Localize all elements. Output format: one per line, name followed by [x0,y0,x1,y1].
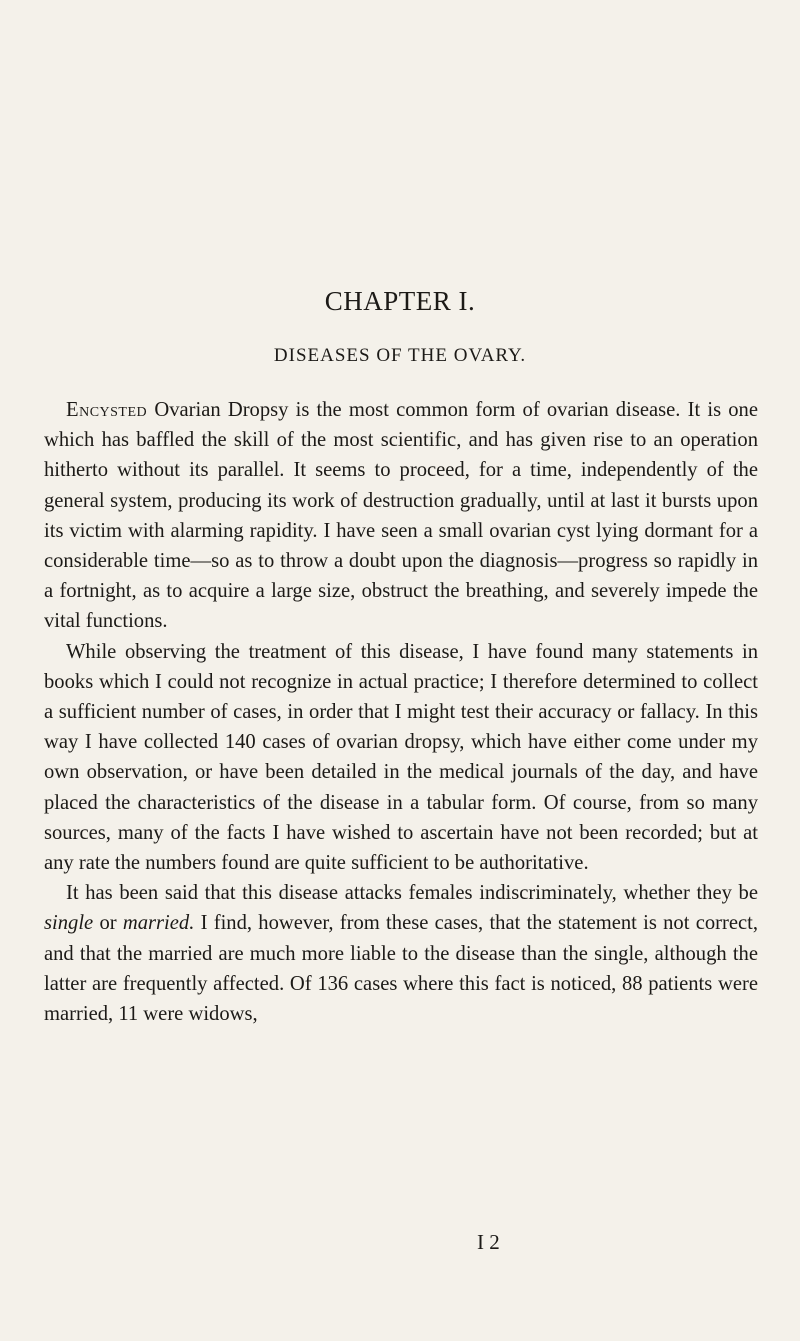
paragraph-1-text: Ovarian Dropsy is the most common form of ovarian disease. It is one which has baffled the skill of the most scientific, and has given rise to an operation hitherto without its parallel. It seems to proceed, for a time, independently of the general system, producing its work of destruction gradually, until at last it bursts upon its victim with alarming rapidity. I have seen a small ovarian cyst lying dormant for a considerable time—so as to throw a doubt upon the diagnosis—progress so rapidly in a fortnight, as to acquire a large size, obstruct the breathing, and severely impede the vital functions. [44,399,758,633]
paragraph-3 [44,878,758,1029]
chapter-title: CHAPTER I. [324,286,476,316]
drop-lead-word: Encysted [66,399,148,421]
section-title: DISEASES OF THE OVARY. [273,345,527,366]
paragraph-2: While observing the treatment of this disease, I have found many statements in books which I could not recognize in actual practice; I therefore determined to collect a sufficient number of cases, in order that I might test their accuracy or fallacy. In this way I have collected 140 cases of ovarian dropsy, which have either come under my own observation, or have been detailed in the medical journals of the day, and have placed the characteristics of the disease in a tabular form. Of course, from so many sources, many of the facts I have wished to ascertain have not been recorded; but at any rate the numbers found are quite sufficient to be authoritative. [44,640,758,875]
paragraph-3-text-a: It has been said that this disease attacks females indiscriminately, whether they be [66,882,758,905]
paragraph-1 [44,395,758,637]
emphasis-single: single [44,912,94,935]
paragraph-3-or: or [93,912,123,935]
paragraph-3-text-b: I find, however, from these cases, that the statement is not correct, and that the married are much more liable to the disease than the single, although the latter are frequently affected. Of 136 cases where this fact is noticed, 88 patients were married, 11 were widows, [44,912,758,1026]
signature-mark: I 2 [477,1230,500,1254]
emphasis-married: married. [122,912,195,935]
body-text [44,395,758,1029]
